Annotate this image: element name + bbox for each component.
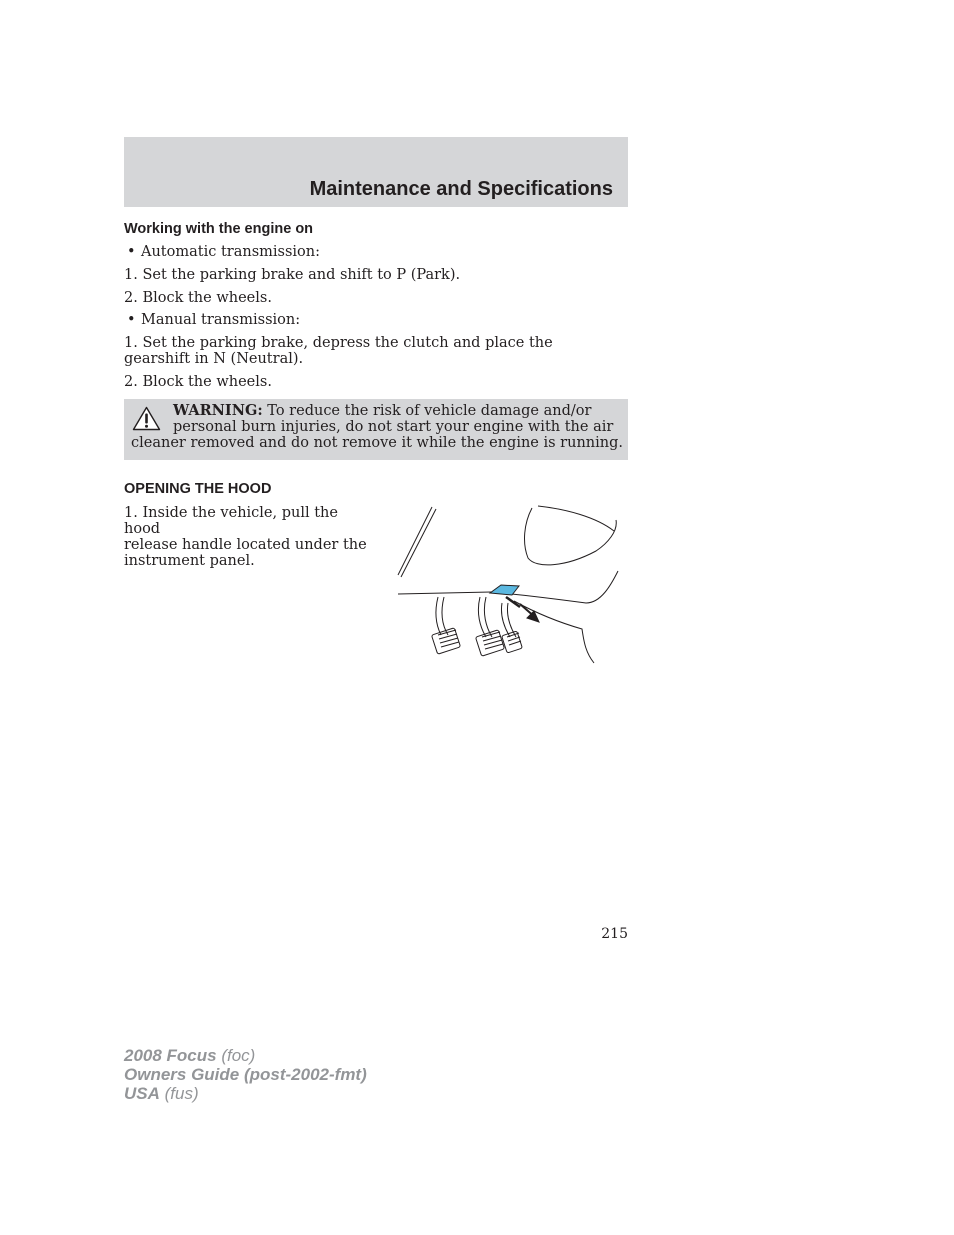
bullet-item — [127, 244, 627, 260]
footer-model-code: (foc) — [221, 1046, 256, 1065]
hood-step — [124, 505, 374, 569]
section-title: Maintenance and Specifications — [309, 178, 613, 200]
footer-guide: Owners Guide (post-2002-fmt) — [124, 1065, 367, 1084]
bullet-text: Manual transmission: — [141, 312, 301, 328]
page-number: 215 — [601, 926, 628, 942]
warning-text-line3: cleaner removed and do not remove it while the engine is running. — [131, 435, 623, 451]
document-footer — [124, 1046, 367, 1103]
bullet-icon: • — [127, 312, 136, 328]
hood-step-line1: 1. Inside the vehicle, pull the hood — [124, 505, 338, 537]
footer-region: USA — [124, 1084, 160, 1103]
section-header-band — [124, 137, 628, 207]
bullet-text: Automatic transmission: — [141, 244, 320, 260]
step-item: 1. Set the parking brake and shift to P (Park). — [124, 267, 461, 283]
warning-text — [131, 403, 623, 451]
footer-model: 2008 Focus — [124, 1046, 217, 1065]
warning-text-line2: personal burn injuries, do not start your engine with the air — [173, 419, 614, 435]
warning-label: WARNING: — [173, 402, 263, 419]
warning-text-line1: To reduce the risk of vehicle damage and/or — [267, 403, 592, 419]
step-item: 1. Set the parking brake, depress the clutch and place the gearshift in N (Neutral). — [124, 335, 553, 367]
footer-region-code: (fus) — [164, 1084, 199, 1103]
hood-release-illustration — [396, 503, 620, 668]
hood-step-line2: release handle located under the — [124, 537, 367, 553]
bullet-item — [127, 312, 627, 328]
warning-box — [124, 399, 628, 460]
step-item: 2. Block the wheels. — [124, 374, 272, 390]
step-item: 2. Block the wheels. — [124, 290, 272, 306]
hood-step-line3: instrument panel. — [124, 553, 255, 569]
subheading-engine-on: Working with the engine on — [124, 221, 314, 237]
bullet-icon: • — [127, 244, 136, 260]
subheading-opening-hood: OPENING THE HOOD — [124, 481, 272, 497]
